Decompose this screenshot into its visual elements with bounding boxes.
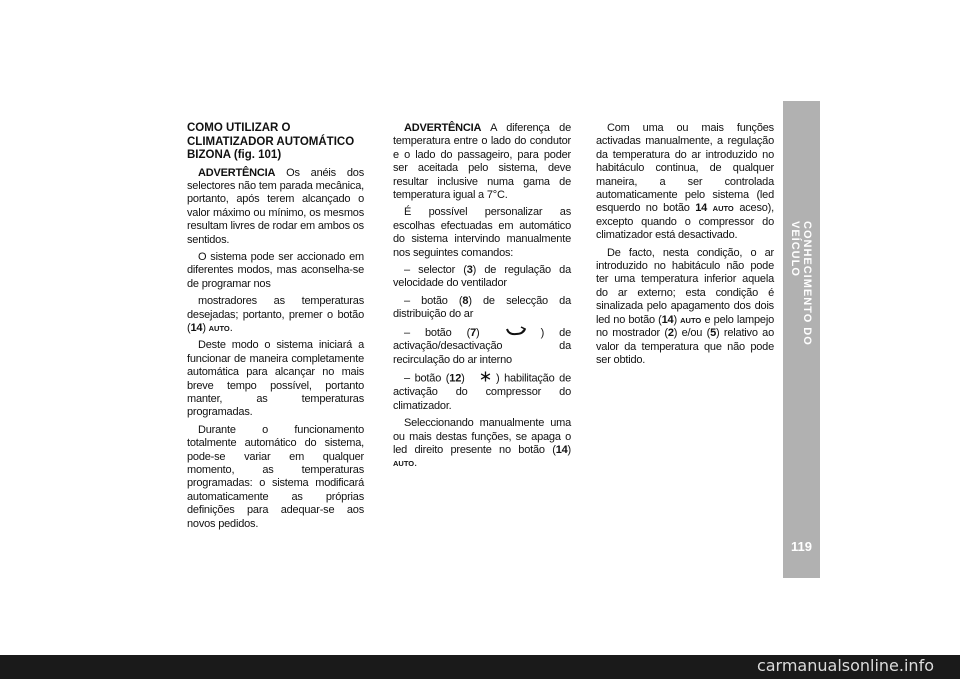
- paragraph-text: .: [229, 321, 233, 334]
- warning-paragraph: [393, 122, 571, 202]
- list-item: [393, 264, 571, 291]
- paragraph-text: e pelo lampejo no mostrador (: [596, 313, 774, 340]
- paragraph: [393, 417, 571, 471]
- car-recirculation-icon: [495, 326, 526, 340]
- button-number: 3: [466, 264, 473, 277]
- section-tab-label: CONHECIMENTO DO VEÍCULO: [789, 221, 813, 346]
- heading-figure-ref: (fig. 101): [233, 149, 282, 161]
- button-number: 14: [695, 202, 708, 215]
- paragraph-text: ) relativo ao valor da temperatura que não pode ser obtido.: [596, 327, 775, 366]
- warning-paragraph: [187, 167, 364, 247]
- button-number: 12: [449, 372, 462, 385]
- paragraph-text: A diferença de temperatura entre o lado do condutor e o lado do passageiro, para poder ser aceitada pelo sistema, deve resultar inclusive numa gama de temperatura igual a 7°C.: [393, 122, 571, 202]
- paragraph: [187, 295, 364, 335]
- auto-label: AUTO: [393, 459, 415, 469]
- paragraph-text: ) de regulação da velocidade do ventilador: [393, 264, 571, 290]
- paragraph-text: – botão (: [404, 326, 471, 339]
- paragraph-text: ) de selecção da distribuição do ar: [393, 294, 571, 321]
- column-3: [596, 122, 774, 371]
- paragraph-text: ) habilitação de activação do compressor do climatizador.: [393, 372, 572, 412]
- watermark: carmanualsonline.info: [756, 656, 934, 675]
- warning-label: ADVERTÊNCIA: [404, 122, 482, 134]
- display-number: 2: [667, 327, 674, 340]
- paragraph-text: ): [202, 321, 206, 334]
- section-side-tab: [783, 101, 820, 578]
- paragraph: O sistema pode ser accionado em diferentes modos, mas aconselha-se de programar nos: [187, 250, 364, 290]
- paragraph: Durante o funcionamento totalmente automático do sistema, pode-se variar em qualquer momento, as temperaturas programadas: o sistema modificará automaticamente as próprias definições para adequar-se aos novos pedidos.: [187, 423, 364, 530]
- paragraph-text: ): [673, 313, 677, 326]
- paragraph-text: – botão (: [404, 294, 463, 307]
- heading-title: COMO UTILIZAR O CLIMATIZADOR AUTOMÁTICO BIZONA: [187, 122, 355, 161]
- paragraph-text: .: [414, 457, 417, 470]
- paragraph-text: aceso), excepto quando o compressor do climatizador está desactivado.: [596, 202, 775, 242]
- button-number: 14: [661, 313, 674, 326]
- paragraph-text: Os anéis dos selectores não tem parada mecânica, portanto, após terem alcançado o valor máximo ou mínimo, os mesmos resultam livres de rodar em ambos os sentidos.: [187, 166, 364, 246]
- paragraph-text: mostradores as temperaturas desejadas; portanto, premer o botão (: [187, 295, 364, 334]
- snowflake-icon: [469, 371, 491, 386]
- display-number: 5: [710, 327, 717, 340]
- paragraph-text: ): [567, 444, 571, 457]
- page-number: 119: [791, 539, 812, 554]
- column-2: [393, 122, 571, 475]
- list-item: – botão (12) ) habilitação de activação do compressor do climatizador.: [393, 372, 572, 412]
- warning-label: ADVERTÊNCIA: [198, 166, 276, 179]
- paragraph: [596, 122, 774, 243]
- paragraph-text: ) e/ou (: [673, 327, 711, 340]
- list-item: – botão (7) ) de activação/desactivação da recirculação do ar interno: [393, 326, 572, 366]
- auto-label: AUTO: [712, 204, 734, 214]
- paragraph: Deste modo o sistema iniciará a funcionar de maneira completamente automática para alcançar no mais breve tempo possível, portanto manter, as temperaturas programadas.: [187, 339, 364, 419]
- paragraph-text: ) de activação/desactivação da recirculação do ar interno: [393, 326, 572, 366]
- button-number: 8: [462, 294, 469, 307]
- paragraph-text: Seleccionando manualmente uma ou mais destas funções, se apaga o led direito presente no botão (: [393, 417, 571, 457]
- button-number: 14: [555, 444, 568, 457]
- list-item: [393, 295, 571, 322]
- button-number: 14: [190, 321, 203, 334]
- paragraph: É possível personalizar as escolhas efectuadas em automático do sistema intervindo manualmente nos seguintes comandos:: [393, 206, 571, 259]
- section-heading: [187, 122, 364, 163]
- column-1: [187, 122, 364, 535]
- paragraph-text: – selector (: [404, 264, 467, 277]
- button-number: 7: [470, 326, 476, 339]
- paragraph-text: Com uma ou mais funções activadas manualmente, a regulação da temperatura do ar introduzido no habitáculo continua, de qualquer maneira, a ser controlada automaticamente pelo sistema (led esquerdo no botão: [596, 122, 774, 215]
- auto-label: AUTO: [680, 315, 702, 325]
- paragraph: [596, 247, 774, 368]
- auto-label: AUTO: [208, 323, 230, 333]
- paragraph-text: De facto, nesta condição, o ar introduzido no habitáculo não pode ter uma temperatura inferior aquela do ar externo; esta condição é sinalizada pelo apagamento dos dois led no botão (: [596, 246, 774, 326]
- paragraph-text: – botão (: [404, 372, 450, 385]
